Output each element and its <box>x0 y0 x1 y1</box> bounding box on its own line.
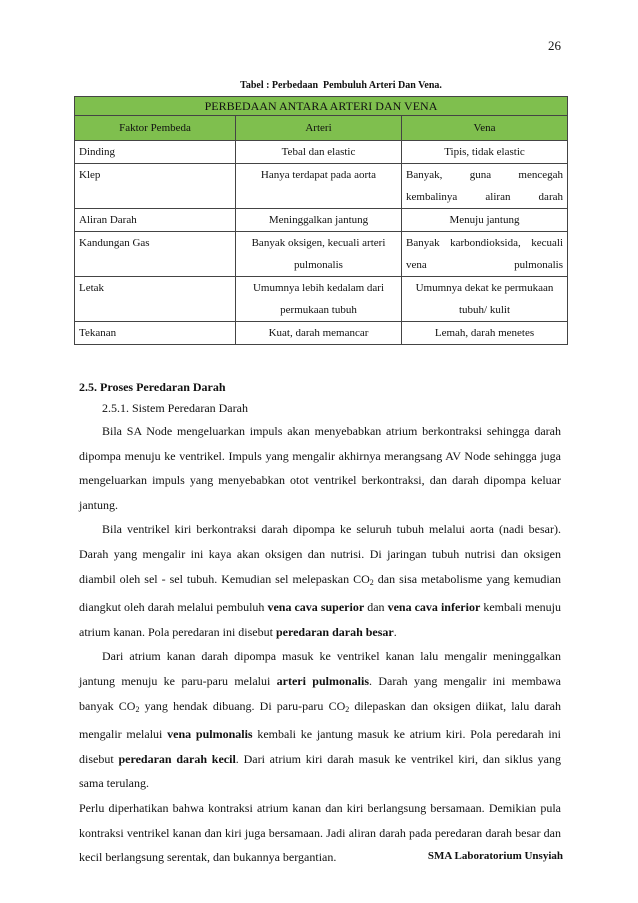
paragraph-1: Bila SA Node mengeluarkan impuls akan menyebabkan atrium berkontraksi sehingga darah dipompa menuju ke ventrikel. Impuls yang mengalir akhirnya merangsang AV Node sehingga juga mengeluarkan impuls yang menyebabkan otot ventrikel berkontraksi, dan darah dipompa keluar jantung. <box>79 424 561 512</box>
paragraph-4: Perlu diperhatikan bahwa kontraksi atrium kanan dan kiri berlangsung bersamaan. Demikian pula kontraksi ventrikel kanan dan kiri juga bersamaan. Jadi aliran darah pada peredaran darah besar dan kecil berlangsung serentak, dan bukannya bergantian. <box>79 800 561 865</box>
column-header-arteri: Arteri <box>236 116 402 141</box>
table-row <box>75 232 568 277</box>
page-number: 26 <box>548 38 561 53</box>
table-caption <box>0 80 638 91</box>
cell-arteri: Banyak oksigen, kecuali arteri pulmonalis <box>236 232 402 277</box>
cell-factor: Kandungan Gas <box>75 232 236 277</box>
table-row <box>75 277 568 322</box>
footer-school-name: SMA Laboratorium Unsyiah <box>427 850 563 862</box>
cell-vena: Banyak karbondioksida, kecuali vena pulmonalis <box>402 232 568 277</box>
column-header-vena: Vena <box>402 116 568 141</box>
cell-factor: Tekanan <box>75 322 236 345</box>
subsection-heading: 2.5.1. Sistem Peredaran Darah <box>102 401 248 415</box>
table-row <box>75 141 568 164</box>
cell-arteri: Kuat, darah memancar <box>236 322 402 345</box>
table-title: PERBEDAAN ANTARA ARTERI DAN VENA <box>75 97 568 116</box>
cell-arteri: Hanya terdapat pada aorta <box>236 164 402 209</box>
cell-arteri: Meninggalkan jantung <box>236 209 402 232</box>
cell-factor: Letak <box>75 277 236 322</box>
table-row <box>75 164 568 209</box>
cell-vena: Banyak, guna mencegah kembalinya aliran darah <box>402 164 568 209</box>
cell-vena: Menuju jantung <box>402 209 568 232</box>
cell-factor: Aliran Darah <box>75 209 236 232</box>
comparison-table <box>74 96 568 345</box>
cell-factor: Dinding <box>75 141 236 164</box>
section-content <box>79 379 561 870</box>
paragraph-3: Dari atrium kanan darah dipompa masuk ke ventrikel kanan lalu mengalir meninggalkan jantung menuju ke paru-paru melalui arteri pulmonalis. Darah yang mengalir ini membawa banyak $CO_2$ yang hendak dibuang. Di paru-paru $CO_2$ dilepaskan dan oksigen diikat, lalu darah mengalir melalui vena pulmonalis kembali ke jantung masuk ke atrium kiri. Pola peredarah ini disebut peredaran darah kecil. Dari atrium kiri darah masuk ke ventrikel kiri, dan siklus yang sama terulang. <box>79 649 561 791</box>
table-row <box>75 322 568 345</box>
caption-text: Pembuluh Arteri Dan Vena. <box>323 80 442 91</box>
paragraph-2: Bila ventrikel kiri berkontraksi darah dipompa ke seluruh tubuh melalui aorta (nadi besar). Darah yang mengalir ini kaya akan oksigen dan nutrisi. Di jaringan tubuh nutrisi dan oksigen diambil oleh sel - sel tubuh. Kemudian sel melepaskan $CO_2$ dan sisa metabolisme yang kemudian diangkut oleh darah melalui pembuluh vena cava superior dan vena cava inferior kembali menuju atrium kanan. Pola peredaran ini disebut peredaran darah besar. <box>79 522 561 639</box>
column-header-factor: Faktor Pembeda <box>75 116 236 141</box>
cell-vena: Lemah, darah menetes <box>402 322 568 345</box>
cell-vena: Tipis, tidak elastic <box>402 141 568 164</box>
cell-factor: Klep <box>75 164 236 209</box>
section-heading: 2.5. Proses Peredaran Darah <box>79 380 226 394</box>
cell-vena: Umumnya dekat ke permukaan tubuh/ kulit <box>402 277 568 322</box>
cell-arteri: Tebal dan elastic <box>236 141 402 164</box>
caption-prefix: Tabel : Perbedaan <box>240 80 319 91</box>
table-row <box>75 209 568 232</box>
cell-arteri: Umumnya lebih kedalam dari permukaan tubuh <box>236 277 402 322</box>
